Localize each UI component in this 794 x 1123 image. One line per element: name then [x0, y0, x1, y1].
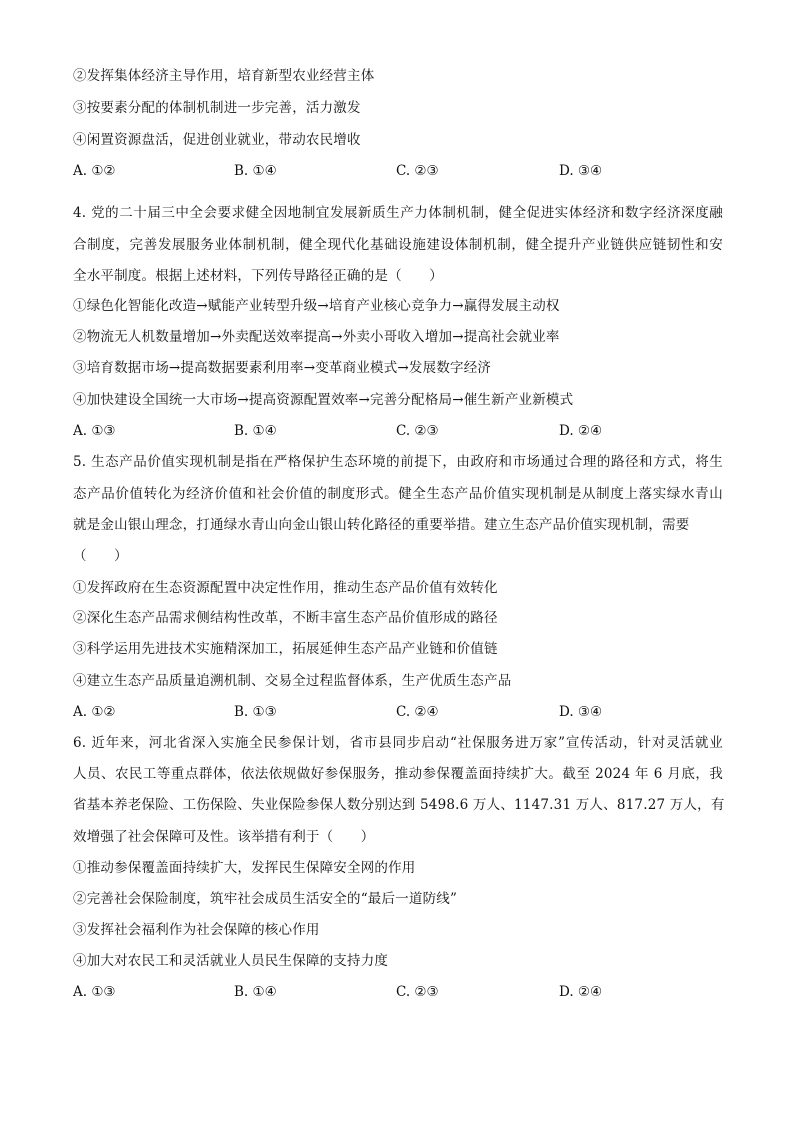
q6-options — [73, 982, 723, 1002]
q4-option-d: D. ②④ — [559, 423, 603, 439]
q6-item-1: ①推动参保覆盖面持续扩大，发挥民生保障安全网的作用 — [73, 860, 416, 876]
q4-options — [73, 421, 723, 441]
q6-item-2: ②完善社会保险制度，筑牢社会成员生活安全的“最后一道防线” — [73, 891, 458, 907]
q5-option-c: C. ②④ — [396, 704, 439, 720]
q4-item-1: ①绿色化智能化改造→赋能产业转型升级→培育产业核心竞争力→赢得发展主动权 — [73, 298, 560, 314]
q5-item-3: ③科学运用先进技术实施精深加工，拓展延伸生态产品产业链和价值链 — [73, 641, 498, 657]
q6-item-3: ③发挥社会福利作为社会保障的核心作用 — [73, 922, 320, 938]
q6-item-4: ④加大对农民工和灵活就业人员民生保障的支持力度 — [73, 953, 389, 969]
q6-option-c: C. ②③ — [396, 984, 439, 1000]
q6-stem-line-2: 人员、农民工等重点群体，依法依规做好参保服务，推动参保覆盖面持续扩大。截至 2024 年 6 月底，我 — [73, 766, 723, 782]
q3-item-2: ②发挥集体经济主导作用，培育新型农业经营主体 — [73, 68, 375, 84]
q4-item-2: ②物流无人机数量增加→外卖配送效率提高→外卖小哥收入增加→提高社会就业率 — [73, 329, 560, 345]
q6-option-a: A. ①③ — [73, 984, 116, 1000]
q3-item-3: ③按要素分配的体制机制进一步完善，活力激发 — [73, 100, 361, 116]
q4-item-3: ③培育数据市场→提高数据要素利用率→变革商业模式→发展数字经济 — [73, 360, 492, 376]
q6-stem-line-4: 效增强了社会保障可及性。该举措有利于（ ） — [73, 829, 375, 845]
q3-item-4: ④闲置资源盘活，促进创业就业，带动农民增收 — [73, 132, 361, 148]
q5-option-a: A. ①② — [73, 704, 116, 720]
q3-option-c: C. ②③ — [396, 163, 439, 179]
q5-item-4: ④建立生态产品质量追溯机制、交易全过程监督体系，生产优质生态产品 — [73, 673, 512, 689]
q4-option-b: B. ①④ — [234, 423, 277, 439]
q5-stem-line-1: 5. 生态产品价值实现机制是指在严格保护生态环境的前提下，由政府和市场通过合理的路径和方式，将生 — [73, 454, 723, 470]
q5-item-2: ②深化生态产品需求侧结构性改革，不断丰富生态产品价值形成的路径 — [73, 610, 498, 626]
q4-stem-line-3: 全水平制度。根据上述材料，下列传导路径正确的是（ ） — [73, 268, 443, 284]
q4-option-c: C. ②③ — [396, 423, 439, 439]
q5-item-1: ①发挥政府在生态资源配置中决定性作用，推动生态产品价值有效转化 — [73, 580, 498, 596]
q4-stem-line-2: 合制度，完善发展服务业体制机制，健全现代化基础设施建设体制机制，健全提升产业链供应链韧性和安 — [73, 237, 723, 253]
q4-stem-line-1: 4. 党的二十届三中全会要求健全因地制宜发展新质生产力体制机制，健全促进实体经济和数字经济深度融 — [73, 205, 723, 221]
q5-stem-line-3: 就是金山银山理念，打通绿水青山向金山银山转化路径的重要举措。建立生态产品价值实现机制，需要 — [73, 517, 690, 533]
q6-stem-line-1: 6. 近年来，河北省深入实施全民参保计划，省市县同步启动“社保服务进万家”宣传活动，针对灵活就业 — [73, 735, 723, 751]
q5-option-b: B. ①③ — [234, 704, 277, 720]
q6-option-d: D. ②④ — [559, 984, 603, 1000]
q5-options — [73, 702, 723, 722]
q5-stem-line-2: 态产品价值转化为经济价值和社会价值的制度形式。健全生态产品价值实现机制是从制度上落实绿水青山 — [73, 486, 723, 502]
q4-option-a: A. ①③ — [73, 423, 116, 439]
q4-item-4: ④加快建设全国统一大市场→提高资源配置效率→完善分配格局→催生新产业新模式 — [73, 392, 574, 408]
q5-option-d: D. ③④ — [559, 704, 603, 720]
q3-option-b: B. ①④ — [234, 163, 277, 179]
q3-options — [73, 161, 723, 181]
q3-option-a: A. ①② — [73, 163, 116, 179]
q6-stem-line-3: 省基本养老保险、工伤保险、失业保险参保人数分别达到 5498.6 万人、1147.31 万人、817.27 万人，有 — [73, 797, 725, 813]
q6-option-b: B. ①④ — [234, 984, 277, 1000]
q5-stem-line-4: （ ） — [73, 548, 128, 564]
q3-option-d: D. ③④ — [559, 163, 603, 179]
